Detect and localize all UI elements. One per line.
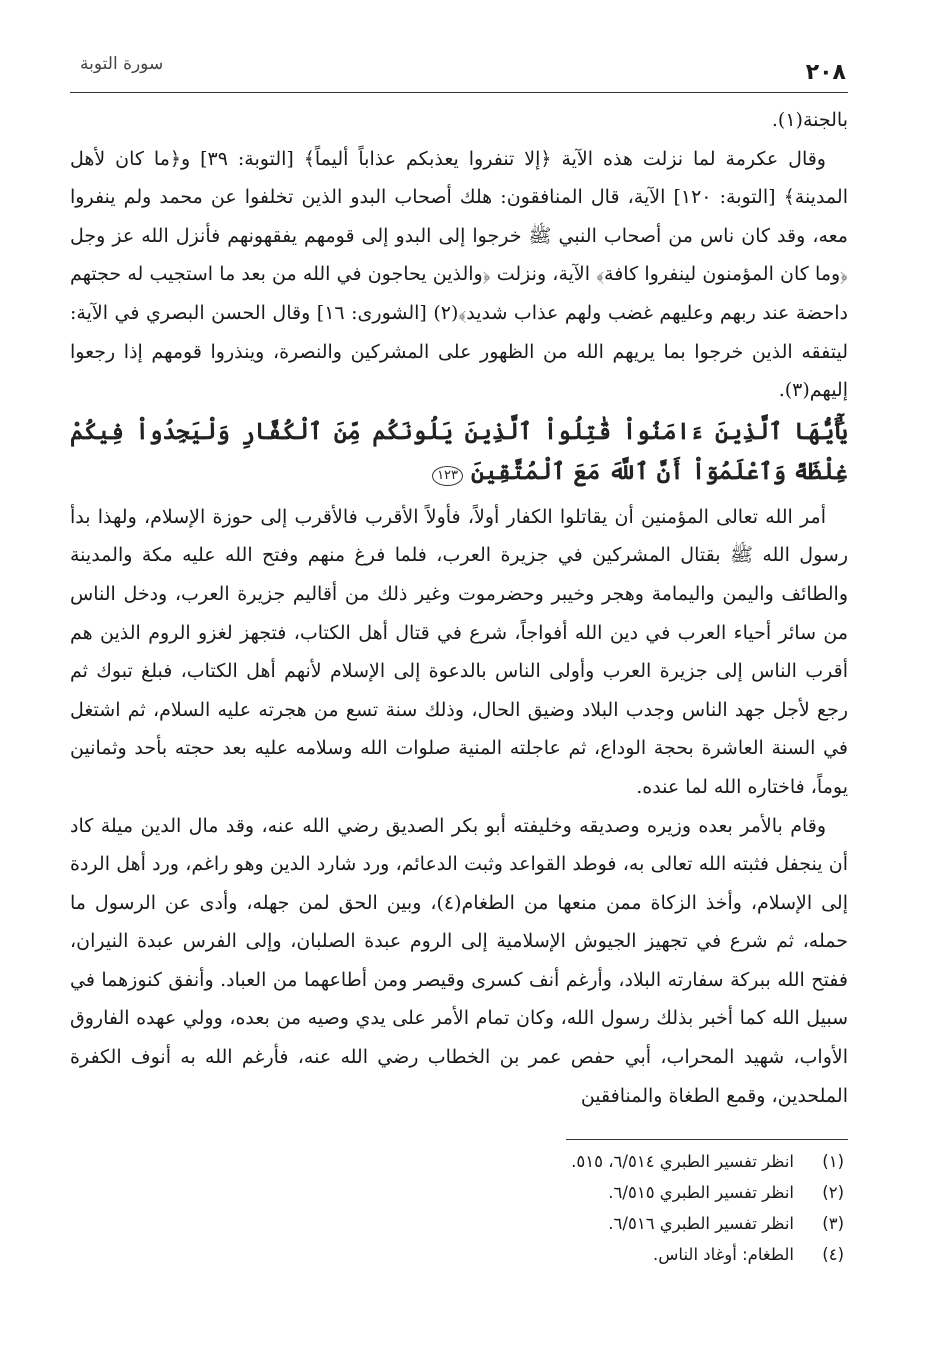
ayah-number-marker: ١٢٣ (432, 466, 463, 486)
paragraph-ikrimah: وقال عكرمة لما نزلت هذه الآية ﴿إلا تنفروا يعذبكم عذاباً أليماً﴾ [التوبة: ٣٩] و﴿ما كان لأهل المدينة﴾ [التوبة: ١٢٠] الآية، قال المنافقون: هلك أصحاب البدو الذين تخلفوا عن محمد ولم ينفروا معه، وقد كان ناس من أصحاب النبي ﷺ خرجوا إلى البدو إلى قومهم يفقهونهم فأنزل الله عز وجل ﴿وما كان المؤمنون لينفروا كافة﴾ الآية، ونزلت ﴿والذين يحاجون في الله من بعد ما استجيب له حجتهم داحضة عند ربهم وعليهم غضب ولهم عذاب شديد﴾(٢) [الشورى: ١٦] وقال الحسن البصري في الآية: ليتفقه الذين خرجوا بما يريهم الله من الظهور على المشركين والنصرة، وينذروا قومهم إذا رجعوا إليهم(٣). (70, 147, 849, 402)
footnote-item (70, 1208, 848, 1239)
book-page (70, 48, 848, 1348)
paragraph-command: أمر الله تعالى المؤمنين أن يقاتلوا الكفار أولاً، فأولاً الأقرب فالأقرب إلى حوزة الإسلام، ولهذا بدأ رسول الله ﷺ بقتال المشركين في جزيرة العرب، فلما فرغ منهم وفتح الله عليه مكة والمدينة والطائف واليمن واليمامة وهجر وخيبر وحضرموت وغير ذلك من أقاليم جزيرة العرب، ودخل الناس من سائر أحياء العرب في دين الله أفواجاً، شرع في قتال أهل الكتاب، فتجهز لغزو الروم الذين هم أقرب الناس إلى جزيرة العرب وأولى الناس بالدعوة إلى الإسلام لأنهم أهل الكتاب، فبلغ تبوك ثم رجع لأجل جهد الناس وجدب البلاد وضيق الحال، وذلك سنة تسع من هجرته عليه السلام، ثم اشتغل في السنة العاشرة بحجة الوداع، ثم عاجلته المنية صلوات الله وسلامه عليه بعد حجته بأحد وثمانين يوماً، فاختاره الله لما عنده. (70, 505, 848, 798)
footnote-text: انظر تفسير الطبري ٦/٥١٥. (608, 1183, 794, 1203)
main-text (70, 101, 848, 1115)
quran-verse-text: يَٰٓأَيُّهَا ٱلَّذِينَ ءَامَنُواْ قَٰتِلُواْ ٱلَّذِينَ يَلُونَكُم مِّنَ ٱلْكُفَّارِ وَلْيَجِدُواْ فِيكُمْ غِلْظَةً وَٱعْلَمُوٓاْ أَنَّ ٱللَّهَ مَعَ ٱلْمُتَّقِينَ (70, 417, 848, 485)
footnote-item (70, 1146, 848, 1177)
footnote-divider (566, 1139, 848, 1140)
footnote-text: الطغام: أوغاد الناس. (653, 1245, 794, 1265)
paragraph-continuation: بالجنة(١). (771, 109, 848, 131)
page-number: ٢٠٨ (805, 60, 846, 85)
footnotes (70, 1146, 848, 1270)
footnote-number: (٣) (822, 1214, 844, 1234)
footnote-number: (١) (822, 1152, 844, 1172)
page-header (70, 48, 848, 93)
footnote-text: انظر تفسير الطبري ٦/٥١٤، ٥١٥. (571, 1152, 794, 1172)
footnote-text: انظر تفسير الطبري ٦/٥١٦. (608, 1214, 794, 1234)
paragraph-abu-bakr: وقام بالأمر بعده وزيره وصديقه وخليفته أبو بكر الصديق رضي الله عنه، وقد مال الدين ميلة كاد أن ينجفل فثبته الله تعالى به، فوطد القواعد وثبت الدعائم، ورد شارد الدين وهو راغم، ورد أهل الردة إلى الإسلام، وأخذ الزكاة ممن منعها من الطغام(٤)، وبين الحق لمن جهله، وأدى عن الرسول ما حمله، ثم شرع في تجهيز الجيوش الإسلامية إلى الروم عبدة الصلبان، وإلى الفرس عبدة النيران، ففتح الله ببركة سفارته البلاد، وأرغم أنف كسرى وقيصر ومن أطاعهما من العباد. وأنفق كنوزهما في سبيل الله كما أخبر بذلك رسول الله، وكان تمام الأمر على يدي وصيه من بعده، وولي عهده الفاروق الأواب، شهيد المحراب، أبي حفص عمر بن الخطاب رضي الله عنه، فأرغم الله به أنوف الكفرة الملحدين، وقمع الطغاة والمنافقين (70, 814, 849, 1107)
footnote-number: (٤) (822, 1245, 844, 1265)
footnote-item (70, 1239, 848, 1270)
footnote-item (70, 1177, 848, 1208)
footnote-number: (٢) (822, 1183, 844, 1203)
running-title: سورة التوبة (80, 54, 164, 74)
quran-verse (70, 412, 848, 492)
